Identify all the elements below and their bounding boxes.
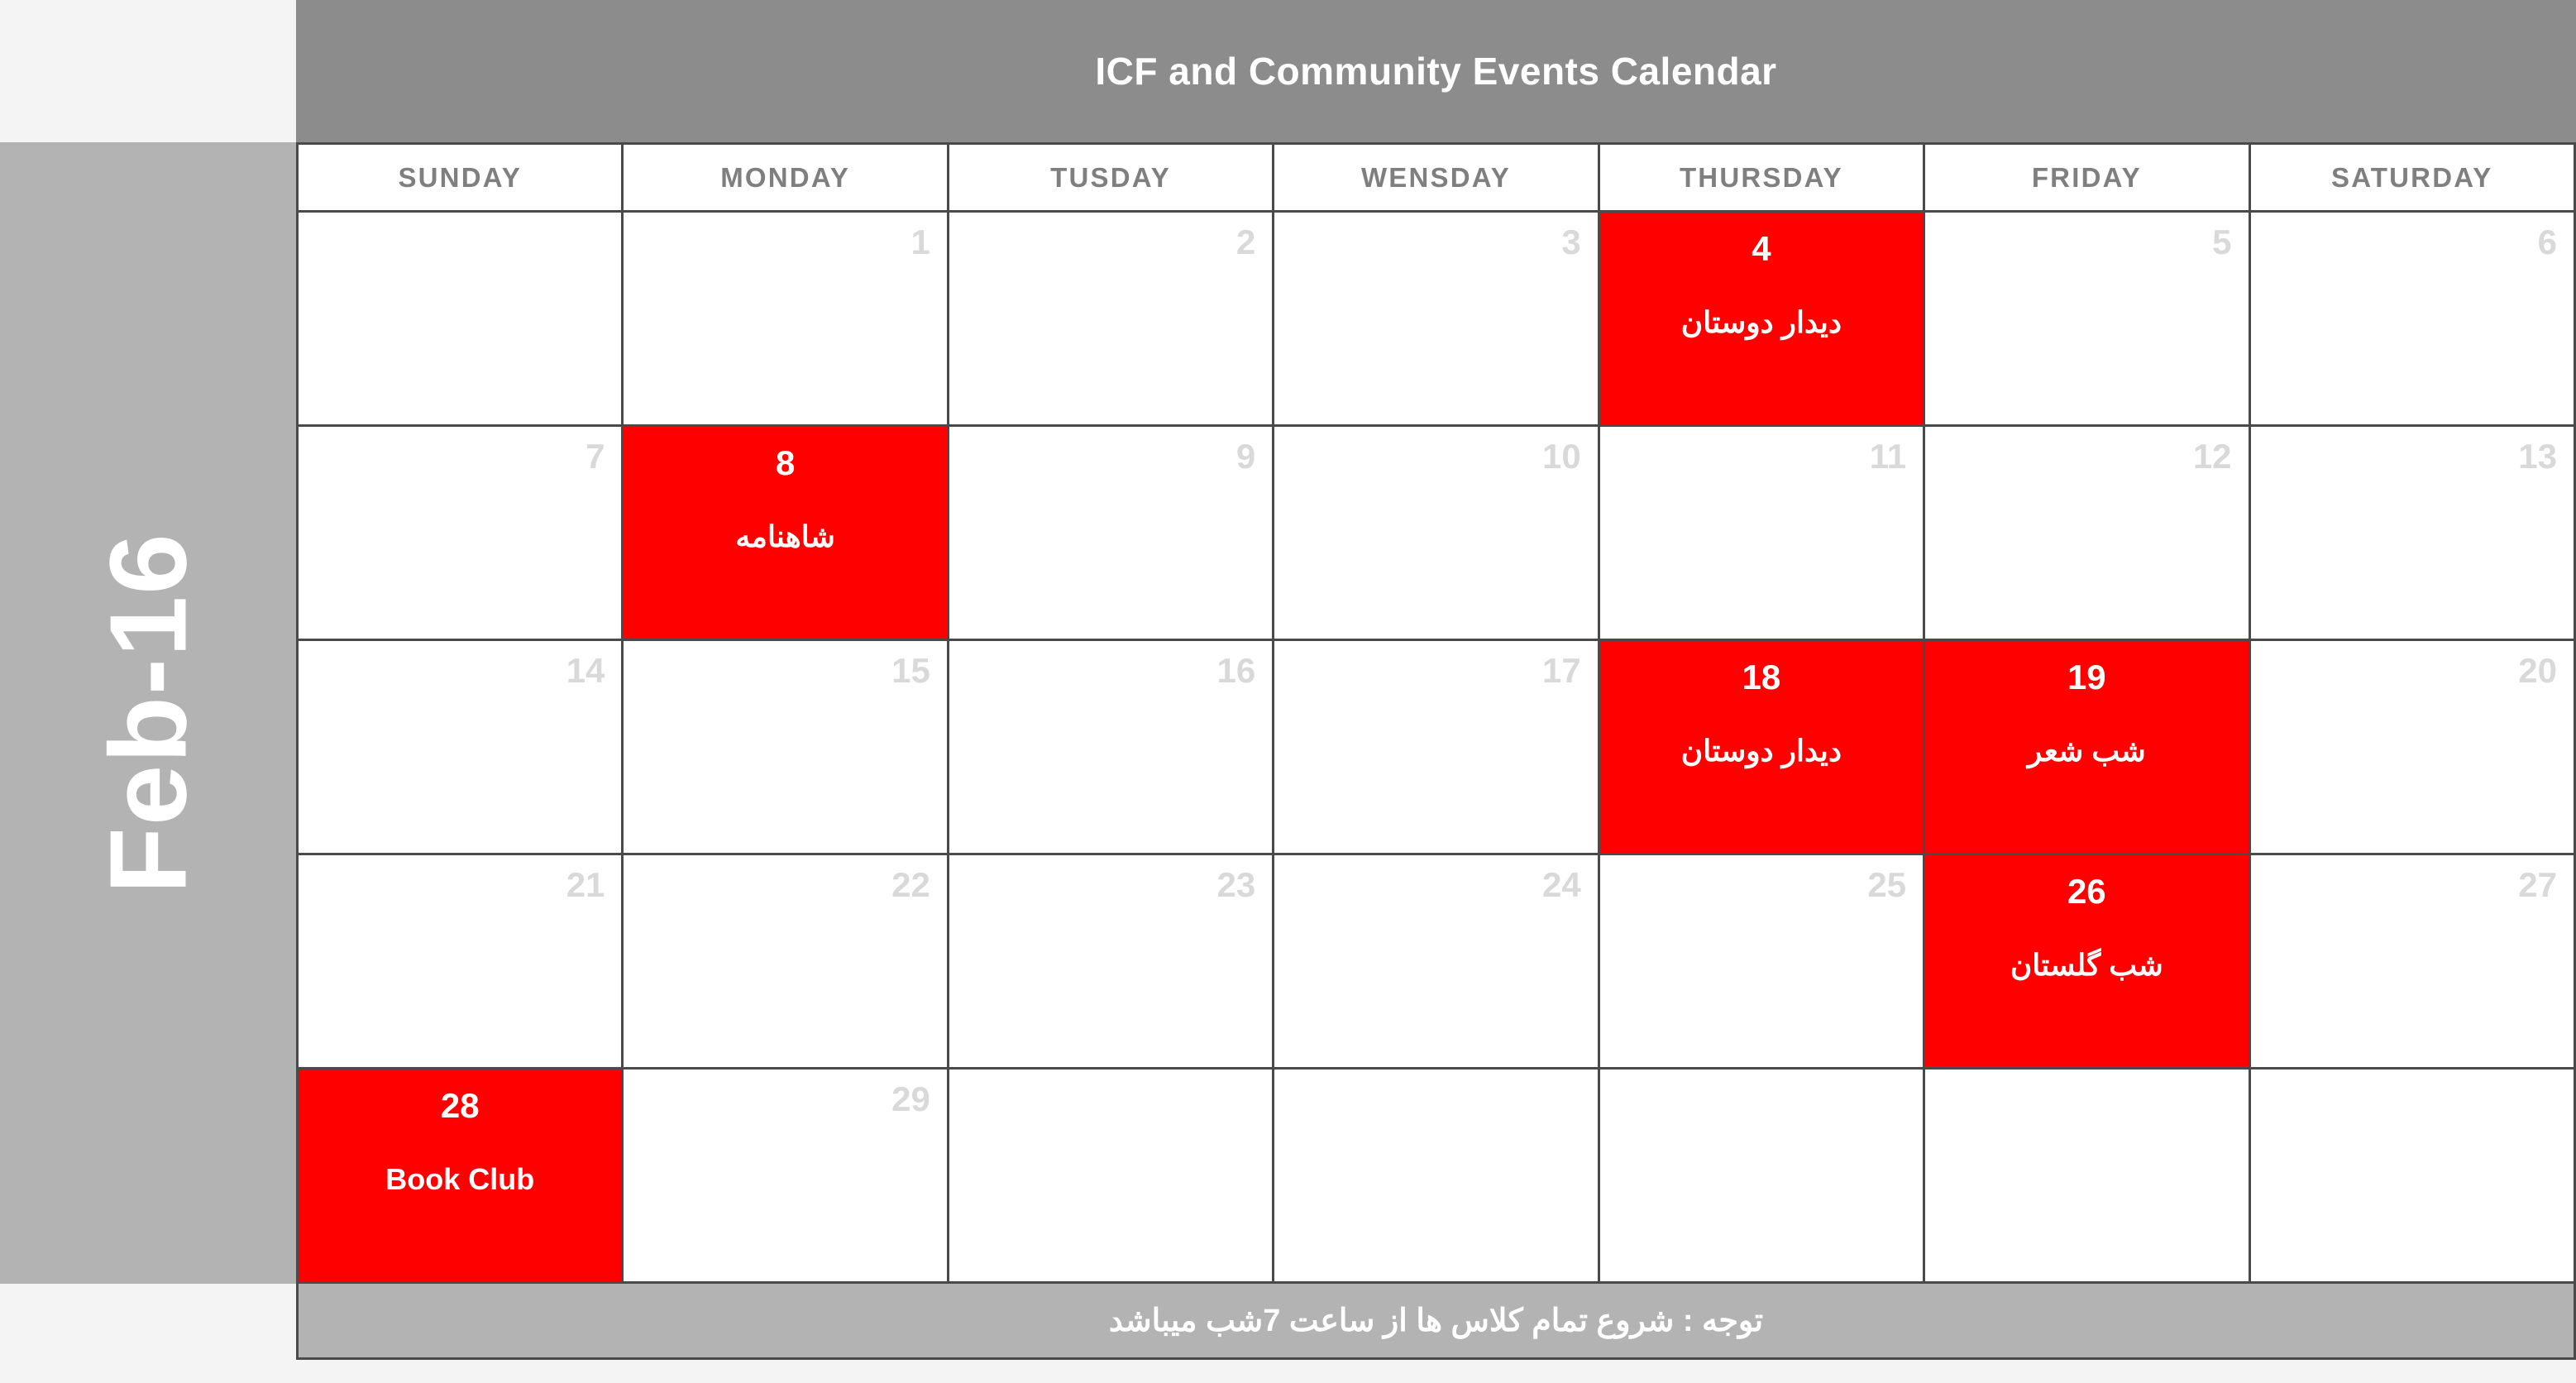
day-number: 10 [1541, 437, 1581, 476]
day-number: 17 [1541, 651, 1581, 690]
day-cell[interactable] [624, 213, 949, 427]
day-cell[interactable] [1925, 427, 2250, 641]
calendar-title-bar [296, 0, 2576, 142]
weekday-label: SUNDAY [398, 161, 522, 193]
weekday-label: MONDAY [720, 161, 851, 193]
day-cell[interactable] [949, 427, 1274, 641]
day-number: 1 [910, 223, 930, 261]
day-cell[interactable] [2251, 427, 2576, 641]
day-number: 19 [2067, 658, 2106, 696]
day-cell[interactable] [2251, 855, 2576, 1070]
day-cell[interactable] [949, 641, 1274, 855]
event-label: Book Club [385, 1162, 535, 1196]
day-number: 27 [2518, 865, 2557, 904]
weekday-header-wednesday [1274, 145, 1599, 213]
weekday-label: SATURDAY [2331, 161, 2493, 193]
footer-note-text: توجه : شروع تمام کلاس ها از ساعت 7شب میباشد [1108, 1304, 1764, 1338]
weekday-label: FRIDAY [2031, 161, 2142, 193]
day-cell[interactable] [299, 213, 624, 427]
weekday-header-saturday [2251, 145, 2576, 213]
day-cell-event[interactable] [1925, 641, 2250, 855]
day-number: 25 [1867, 865, 1907, 904]
day-number: 7 [585, 437, 605, 476]
day-number: 8 [775, 443, 796, 482]
event-label: شب گلستان [2010, 948, 2163, 982]
weekday-label: TUSDAY [1050, 161, 1171, 193]
day-number: 26 [2067, 872, 2106, 911]
day-cell[interactable] [949, 1070, 1274, 1284]
day-cell[interactable] [1925, 1070, 2250, 1284]
day-number: 11 [1869, 437, 1907, 476]
event-label: شب شعر [2027, 734, 2146, 768]
day-number: 16 [1216, 651, 1256, 690]
weekday-label: WENSDAY [1360, 161, 1511, 193]
weekday-header-thursday [1600, 145, 1925, 213]
day-cell[interactable] [624, 855, 949, 1070]
day-number: 3 [1561, 223, 1581, 261]
weekday-header-row [299, 145, 2576, 213]
week-row [299, 1070, 2576, 1284]
day-cell[interactable] [949, 855, 1274, 1070]
day-number: 28 [440, 1086, 480, 1125]
month-strip [0, 142, 296, 1284]
day-cell[interactable] [1274, 641, 1599, 855]
day-cell[interactable] [1274, 213, 1599, 427]
day-cell-event[interactable] [1600, 641, 1925, 855]
weekday-header-monday [624, 145, 949, 213]
footer-note [296, 1284, 2576, 1360]
day-cell[interactable] [1600, 1070, 1925, 1284]
calendar-grid [296, 142, 2576, 1284]
day-cell[interactable] [299, 427, 624, 641]
day-number: 5 [2212, 223, 2232, 261]
bottom-spacer [296, 1360, 2576, 1383]
day-number: 9 [1235, 437, 1256, 476]
day-number: 23 [1216, 865, 1256, 904]
week-row [299, 427, 2576, 641]
event-label: دیدار دوستان [1680, 734, 1842, 768]
day-cell[interactable] [1925, 213, 2250, 427]
title-left-spacer [0, 0, 296, 142]
day-cell[interactable] [1274, 855, 1599, 1070]
day-cell[interactable] [1600, 427, 1925, 641]
day-cell[interactable] [2251, 213, 2576, 427]
day-cell[interactable] [299, 855, 624, 1070]
day-number: 12 [2192, 437, 2232, 476]
day-number: 22 [891, 865, 930, 904]
month-label: Feb-16 [87, 532, 209, 894]
week-row [299, 641, 2576, 855]
day-number: 24 [1541, 865, 1581, 904]
week-row [299, 855, 2576, 1070]
weekday-header-sunday [299, 145, 624, 213]
day-number: 15 [891, 651, 930, 690]
day-number: 21 [566, 865, 605, 904]
day-number: 2 [1235, 223, 1256, 261]
weekday-label: THURSDAY [1679, 161, 1843, 193]
page-title: ICF and Community Events Calendar [1095, 50, 1777, 93]
event-label: شاهنامه [735, 519, 835, 553]
day-cell-event[interactable] [624, 427, 949, 641]
day-cell[interactable] [1274, 1070, 1599, 1284]
footer-left-spacer [0, 1284, 296, 1383]
day-cell[interactable] [2251, 641, 2576, 855]
day-number: 6 [2537, 223, 2557, 261]
weekday-header-friday [1925, 145, 2250, 213]
day-number: 13 [2518, 437, 2557, 476]
day-cell-event[interactable] [1600, 213, 1925, 427]
day-cell[interactable] [624, 1070, 949, 1284]
day-number: 29 [891, 1079, 930, 1118]
day-cell[interactable] [624, 641, 949, 855]
weekday-header-tuesday [949, 145, 1274, 213]
day-cell-event[interactable] [1925, 855, 2250, 1070]
day-number: 18 [1742, 658, 1781, 696]
day-cell[interactable] [2251, 1070, 2576, 1284]
event-label: دیدار دوستان [1680, 305, 1842, 339]
day-cell-event[interactable] [299, 1070, 624, 1284]
day-number: 14 [566, 651, 605, 690]
week-row [299, 213, 2576, 427]
day-number: 20 [2518, 651, 2557, 690]
day-cell[interactable] [949, 213, 1274, 427]
day-cell[interactable] [1600, 855, 1925, 1070]
day-cell[interactable] [299, 641, 624, 855]
day-number: 4 [1752, 229, 1771, 268]
day-cell[interactable] [1274, 427, 1599, 641]
